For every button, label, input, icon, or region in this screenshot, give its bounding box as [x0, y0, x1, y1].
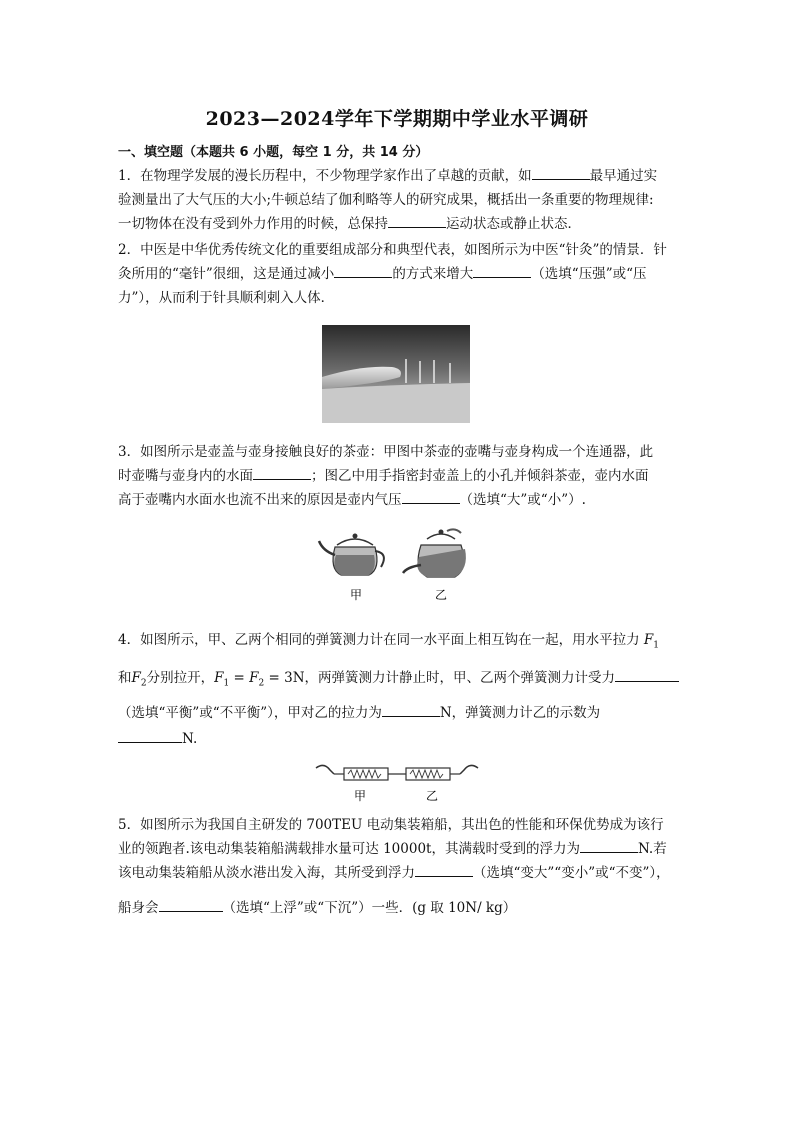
answer-blank[interactable] [118, 728, 182, 743]
teapot-yi-icon [403, 529, 466, 577]
q4-text: ，两弹簧测力计静止时，甲、乙两个弹簧测力计受力 [304, 670, 616, 686]
answer-blank[interactable] [402, 489, 460, 504]
caption-yi: 乙 [426, 789, 439, 803]
acupuncture-photo [322, 325, 470, 423]
answer-blank[interactable] [388, 213, 446, 228]
q4-text: 和 [118, 670, 132, 686]
q5-text: 该电动集装箱船从淡水港出发入海，其所受到浮力 [118, 865, 415, 881]
q1-text: 最早通过实 [589, 168, 658, 184]
answer-blank[interactable] [580, 838, 638, 853]
answer-blank[interactable] [382, 702, 440, 717]
q5-text: 5．如图所示为我国自主研发的 700TEU 电动集装箱船，其出色的性能和环保优势成为该行 [118, 817, 664, 833]
answer-blank[interactable] [532, 165, 590, 180]
q2-text: （选填“压强”或“压 [531, 266, 647, 282]
question-2 [118, 238, 678, 310]
question-1 [118, 164, 678, 236]
page-title: 2023—2024学年下学期期中学业水平调研 [205, 108, 589, 130]
q2-text: 2．中医是中华优秀传统文化的重要组成部分和典型代表，如图所示为中医“针灸”的情景．针 [118, 242, 667, 258]
question-5-line-4 [118, 896, 698, 920]
teapot-jia-icon [319, 534, 384, 576]
finger-icon [447, 529, 461, 533]
question-4-line-4 [118, 727, 678, 751]
hand-right-icon [460, 765, 478, 774]
answer-blank[interactable] [615, 667, 679, 682]
q4-text: N. [182, 731, 198, 747]
q5-text: 船身会 [118, 900, 159, 916]
q4-text: 4．如图所示，甲、乙两个相同的弹簧测力计在同一水平面上相互钩在一起，用水平拉力 [118, 632, 640, 648]
question-4 [118, 628, 688, 652]
question-3 [118, 440, 678, 512]
hand-left-icon [316, 765, 334, 774]
teapot-figure [315, 525, 480, 605]
q2-text: 的方式来增大 [392, 266, 474, 282]
q5-text: （选填“变大”“变小”或“不变”）， [473, 865, 670, 881]
q2-text: 力”），从而利于针具顺利刺入人体． [118, 290, 335, 306]
q1-text: 1．在物理学发展的漫长历程中，不少物理学家作出了卓越的贡献，如 [118, 168, 532, 184]
q1-text: 运动状态或静止状态． [446, 216, 581, 232]
spring-scale-figure [314, 756, 480, 806]
q4-text: 分别拉开， [146, 670, 215, 686]
q1-text: 一切物体在没有受到外力作用的时候，总保持 [118, 216, 388, 232]
q3-text: 时壶嘴与壶身内的水面 [118, 468, 253, 484]
q5-text: N.若 [637, 841, 667, 857]
answer-blank[interactable] [415, 862, 473, 877]
force-symbol: F [643, 632, 654, 648]
q5-text: （选填“上浮”或“下沉”）一些．(g 取 10N/ kg） [222, 900, 517, 916]
section-heading: 一、填空题（本题共 6 小题，每空 1 分，共 14 分） [118, 145, 429, 160]
q5-text: 业的领跑者.该电动集装箱船满载排水量可达 10000t，其满载时受到的浮力为 [118, 841, 580, 857]
answer-blank[interactable] [473, 263, 531, 278]
q2-text: 灸所用的“毫针”很细，这是通过减小 [118, 266, 335, 282]
force-subscript: 1 [653, 640, 659, 651]
caption-jia: 甲 [350, 588, 363, 602]
q3-text: （选填“大”或“小”）. [459, 492, 586, 508]
q4-text: N，弹簧测力计乙的示数为 [439, 705, 601, 721]
q1-text: 验测量出了大气压的大小;牛顿总结了伽利略等人的研究成果，概括出一条重要的物理规律: [118, 192, 654, 208]
question-4-line-3 [118, 701, 688, 725]
caption-jia: 甲 [354, 789, 367, 803]
answer-blank[interactable] [159, 897, 223, 912]
question-5 [118, 813, 698, 885]
q3-text: 高于壶嘴内水面水也流不出来的原因是壶内气压 [118, 492, 402, 508]
q3-text: 3．如图所示是壶盖与壶身接触良好的茶壶：甲图中茶壶的壶嘴与壶身构成一个连通器，此 [118, 444, 654, 460]
q4-text: （选填“平衡”或“不平衡”），甲对乙的拉力为 [118, 705, 382, 721]
caption-yi: 乙 [435, 588, 448, 602]
q3-text: ；图乙中用手指密封壶盖上的小孔并倾斜茶壶，壶内水面 [311, 468, 649, 484]
answer-blank[interactable] [334, 263, 392, 278]
question-4-line-2: 和$F_2$分别拉开，$F_1 = F_2 = 3N$，两弹簧测力计静止时，甲、乙两个弹簧测力计受力 [118, 666, 688, 690]
answer-blank[interactable] [253, 465, 311, 480]
force-equation: = 3N [268, 670, 305, 686]
